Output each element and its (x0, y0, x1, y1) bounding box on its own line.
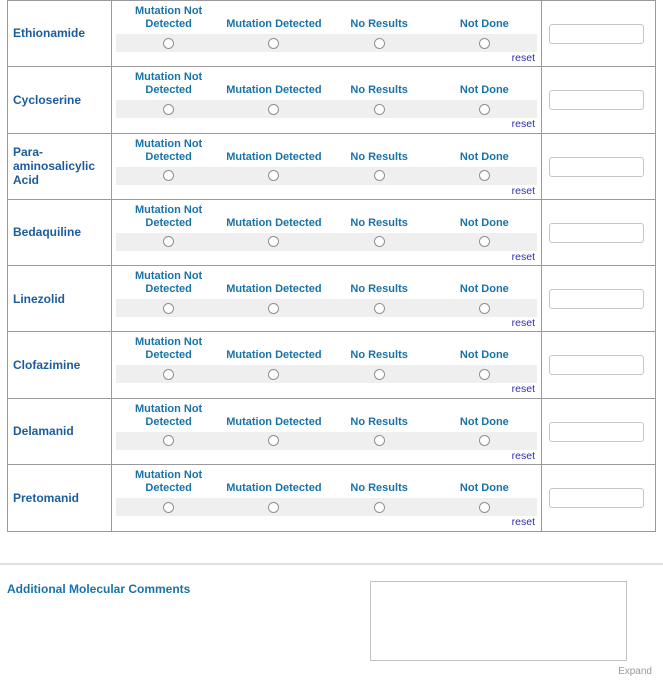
radio-mutation-detected[interactable] (268, 435, 279, 446)
option-headers (116, 204, 537, 229)
radio-not-done[interactable] (479, 38, 490, 49)
radio-mutation-not-detected[interactable] (163, 369, 174, 380)
column-header-not-done: Not Done (459, 150, 509, 163)
reset-link[interactable]: reset (511, 317, 535, 330)
reset-row (116, 517, 537, 529)
reset-link[interactable]: reset (511, 516, 535, 529)
column-header-no-results: No Results (350, 216, 408, 229)
radio-mutation-detected[interactable] (268, 303, 279, 314)
drug-value-input[interactable] (549, 422, 644, 442)
radio-mutation-detected[interactable] (268, 104, 279, 115)
options-cell (112, 200, 542, 265)
radio-band (116, 34, 537, 52)
column-header-mutation-detected: Mutation Detected (226, 84, 322, 97)
option-headers (116, 138, 537, 163)
drug-value-input[interactable] (549, 223, 644, 243)
input-cell (542, 1, 655, 66)
radio-band (116, 432, 537, 450)
column-header-no-results: No Results (350, 349, 408, 362)
reset-row (116, 384, 537, 396)
reset-row (116, 186, 537, 198)
reset-row (116, 119, 537, 131)
option-headers (116, 5, 537, 30)
column-header-no-results: No Results (350, 482, 408, 495)
radio-mutation-not-detected[interactable] (163, 170, 174, 181)
option-headers (116, 336, 537, 361)
radio-mutation-not-detected[interactable] (163, 435, 174, 446)
option-headers (116, 403, 537, 428)
input-cell (542, 332, 655, 397)
radio-not-done[interactable] (479, 170, 490, 181)
radio-no-results[interactable] (374, 435, 385, 446)
drug-row (8, 266, 655, 332)
options-cell (112, 332, 542, 397)
radio-not-done[interactable] (479, 236, 490, 247)
column-header-mutation-not-detected: Mutation Not Detected (135, 336, 203, 362)
drug-row (8, 134, 655, 200)
column-header-mutation-detected: Mutation Detected (226, 349, 322, 362)
column-header-not-done: Not Done (459, 482, 509, 495)
column-header-mutation-not-detected: Mutation Not Detected (135, 5, 203, 30)
reset-link[interactable]: reset (511, 250, 535, 263)
drug-value-input[interactable] (549, 289, 644, 309)
radio-band (116, 167, 537, 185)
drug-row (8, 200, 655, 266)
radio-band (116, 498, 537, 516)
column-header-mutation-detected: Mutation Detected (226, 283, 322, 296)
input-cell (542, 266, 655, 331)
radio-not-done[interactable] (479, 369, 490, 380)
column-header-mutation-not-detected: Mutation Not Detected (135, 137, 203, 163)
column-header-mutation-detected: Mutation Detected (226, 415, 322, 428)
column-header-mutation-not-detected: Mutation Not Detected (135, 270, 203, 296)
radio-mutation-not-detected[interactable] (163, 502, 174, 513)
drug-row (8, 332, 655, 398)
radio-no-results[interactable] (374, 502, 385, 513)
drug-name: Delamanid (8, 399, 112, 464)
column-header-not-done: Not Done (459, 17, 509, 30)
radio-mutation-not-detected[interactable] (163, 38, 174, 49)
radio-no-results[interactable] (374, 170, 385, 181)
reset-row (116, 451, 537, 463)
reset-link[interactable]: reset (511, 383, 535, 396)
expand-link[interactable]: Expand (618, 666, 652, 677)
options-cell (112, 1, 542, 66)
additional-comments-textarea[interactable] (370, 581, 627, 661)
column-header-mutation-detected: Mutation Detected (226, 482, 322, 495)
reset-row (116, 252, 537, 264)
drug-row (8, 465, 655, 531)
reset-link[interactable]: reset (511, 449, 535, 462)
drug-row (8, 67, 655, 133)
drug-value-input[interactable] (549, 24, 644, 44)
drug-name: Cycloserine (8, 67, 112, 132)
option-headers (116, 469, 537, 494)
input-cell (542, 399, 655, 464)
column-header-mutation-not-detected: Mutation Not Detected (135, 469, 203, 495)
reset-link[interactable]: reset (511, 52, 535, 64)
column-header-no-results: No Results (350, 415, 408, 428)
options-cell (112, 465, 542, 531)
column-header-mutation-not-detected: Mutation Not Detected (135, 402, 203, 428)
input-cell (542, 134, 655, 199)
column-header-not-done: Not Done (459, 216, 509, 229)
drug-name: Bedaquiline (8, 200, 112, 265)
column-header-mutation-detected: Mutation Detected (226, 150, 322, 163)
radio-no-results[interactable] (374, 236, 385, 247)
options-cell (112, 67, 542, 132)
section-divider (0, 563, 663, 565)
drug-value-input[interactable] (549, 90, 644, 110)
column-header-no-results: No Results (350, 17, 408, 30)
drug-name: Pretomanid (8, 465, 112, 531)
column-header-mutation-detected: Mutation Detected (226, 17, 322, 30)
radio-not-done[interactable] (479, 502, 490, 513)
reset-row (116, 318, 537, 330)
options-cell (112, 266, 542, 331)
reset-row (116, 53, 537, 65)
drug-table (7, 0, 656, 532)
radio-mutation-not-detected[interactable] (163, 303, 174, 314)
radio-not-done[interactable] (479, 303, 490, 314)
input-cell (542, 67, 655, 132)
options-cell (112, 134, 542, 199)
drug-name: Linezolid (8, 266, 112, 331)
column-header-no-results: No Results (350, 150, 408, 163)
drug-name: Ethionamide (8, 1, 112, 66)
radio-mutation-detected[interactable] (268, 38, 279, 49)
radio-no-results[interactable] (374, 38, 385, 49)
column-header-mutation-not-detected: Mutation Not Detected (135, 71, 203, 97)
drug-row (8, 399, 655, 465)
column-header-not-done: Not Done (459, 415, 509, 428)
column-header-mutation-detected: Mutation Detected (226, 216, 322, 229)
column-header-not-done: Not Done (459, 349, 509, 362)
radio-mutation-not-detected[interactable] (163, 104, 174, 115)
column-header-not-done: Not Done (459, 84, 509, 97)
drug-name: Clofazimine (8, 332, 112, 397)
column-header-no-results: No Results (350, 283, 408, 296)
drug-row (8, 1, 655, 67)
radio-not-done[interactable] (479, 435, 490, 446)
radio-mutation-not-detected[interactable] (163, 236, 174, 247)
option-headers (116, 71, 537, 96)
radio-band (116, 299, 537, 317)
column-header-no-results: No Results (350, 84, 408, 97)
reset-link[interactable]: reset (511, 184, 535, 197)
radio-not-done[interactable] (479, 104, 490, 115)
input-cell (542, 200, 655, 265)
column-header-mutation-not-detected: Mutation Not Detected (135, 203, 203, 229)
option-headers (116, 270, 537, 295)
column-header-not-done: Not Done (459, 283, 509, 296)
radio-mutation-detected[interactable] (268, 170, 279, 181)
options-cell (112, 399, 542, 464)
radio-no-results[interactable] (374, 369, 385, 380)
radio-mutation-detected[interactable] (268, 236, 279, 247)
comments-label: Additional Molecular Comments (7, 582, 191, 596)
radio-no-results[interactable] (374, 104, 385, 115)
radio-band (116, 100, 537, 118)
radio-band (116, 365, 537, 383)
drug-value-input[interactable] (549, 355, 644, 375)
drug-name: Para-aminosalicylic Acid (8, 134, 112, 199)
drug-value-input[interactable] (549, 488, 644, 508)
radio-band (116, 233, 537, 251)
reset-link[interactable]: reset (511, 118, 535, 131)
radio-mutation-detected[interactable] (268, 502, 279, 513)
input-cell (542, 465, 655, 531)
radio-no-results[interactable] (374, 303, 385, 314)
drug-value-input[interactable] (549, 157, 644, 177)
radio-mutation-detected[interactable] (268, 369, 279, 380)
